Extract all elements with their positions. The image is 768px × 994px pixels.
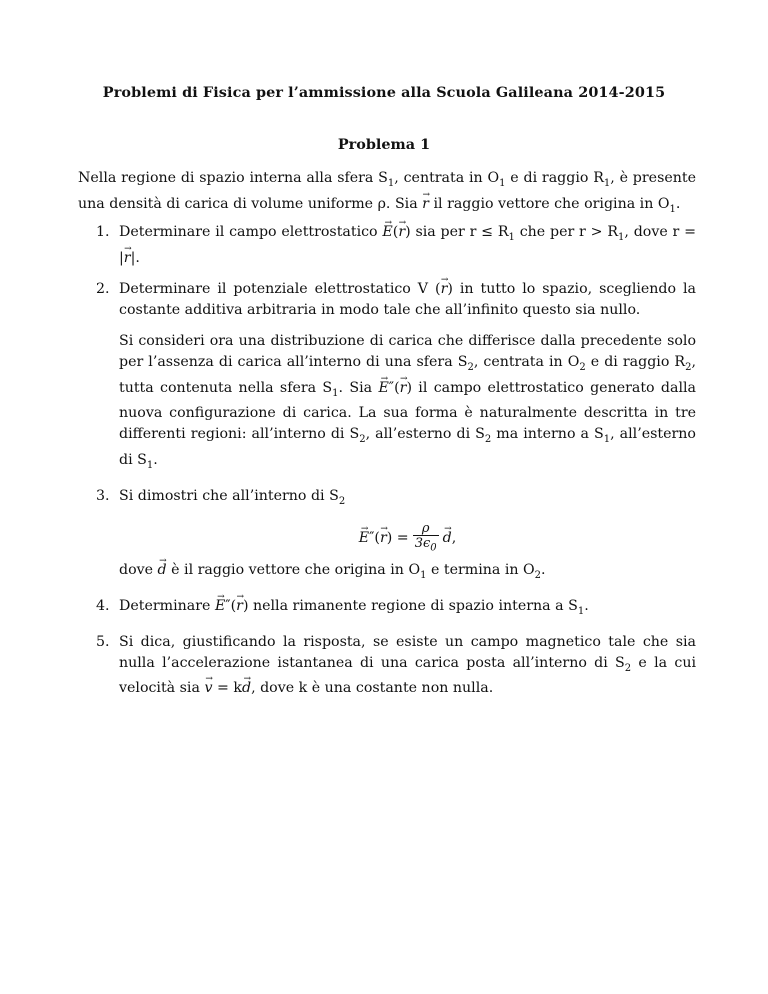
item-number: 5. [96, 633, 110, 650]
fraction: $\frac{\rho}{3\epsilon_0}$ [414, 520, 437, 554]
item-number: 1. [96, 224, 110, 240]
sub-paragraph: Si consideri ora una distribuzione di carica che differisce dalla precedente solo per l’assenza di carica all’interno di una sfera $S_2$, centrata in $O_2$ e di raggio $R_2$, tutta contenuta nella sfera $S_1$. Sia → E″(→ r) il campo elettrostatico generato dalla nuova configurazione di carica. La sua forma è naturalmente descritta in tre differenti regioni: all’interno di $S_2$, all’esterno di $S_2$ ma interno a $S_1$, all’esterno di $S_1$. [119, 331, 696, 476]
list-item-4: 4. Determinare → E″(→ r) nella rimanente regione di spazio interna a $S_1$. [78, 596, 696, 622]
list-item-3 [78, 486, 696, 586]
item-text: Si dimostri che all’interno di $S_2$ [119, 488, 346, 507]
intro-paragraph: Nella regione di spazio interna alla sfera $S_1$, centrata in $O_1$ e di raggio $R_1$, è presente una densità di carica di volume uniforme ρ. Sia → r il raggio vettore che origina in $O_1$. [78, 168, 696, 220]
item-text-continued: dove → d è il raggio vettore che origina in $O_1$ e termina in $O_2$. [119, 560, 696, 586]
list-item-1: 1. Determinare il campo elettrostatico → E(→ r) sia per $r \le R_1$ che per $r > R_1$, dove r = |→ r|. [78, 222, 696, 269]
list-item-5: 5. Si dica, giustificando la risposta, se esiste un campo magnetico tale che sia nulla l’accelerazione istantanea di una carica posta all’interno di $S_2$ e la cui velocità sia → v = k→ d, dove k è una costante non nulla. [78, 632, 696, 700]
item-number: 2. [96, 280, 110, 297]
document-title: Problemi di Fisica per l’ammissione alla Scuola Galileana 2014-2015 [102, 84, 666, 101]
equation: → E ″( → r ) = $\frac{\rho}{3\epsilon_0}$ → d , [119, 522, 696, 552]
list-item-2 [78, 279, 696, 476]
problem-list [78, 222, 696, 699]
item-text: Determinare il potenziale elettrostatico V (→ r) in tutto lo spazio, scegliendo la costante additiva arbitraria in modo tale che all’infinito questo sia nullo. [119, 279, 696, 321]
problem-heading: Problema 1 [337, 136, 431, 153]
item-number: 4. [96, 597, 110, 614]
item-number: 3. [96, 488, 110, 505]
